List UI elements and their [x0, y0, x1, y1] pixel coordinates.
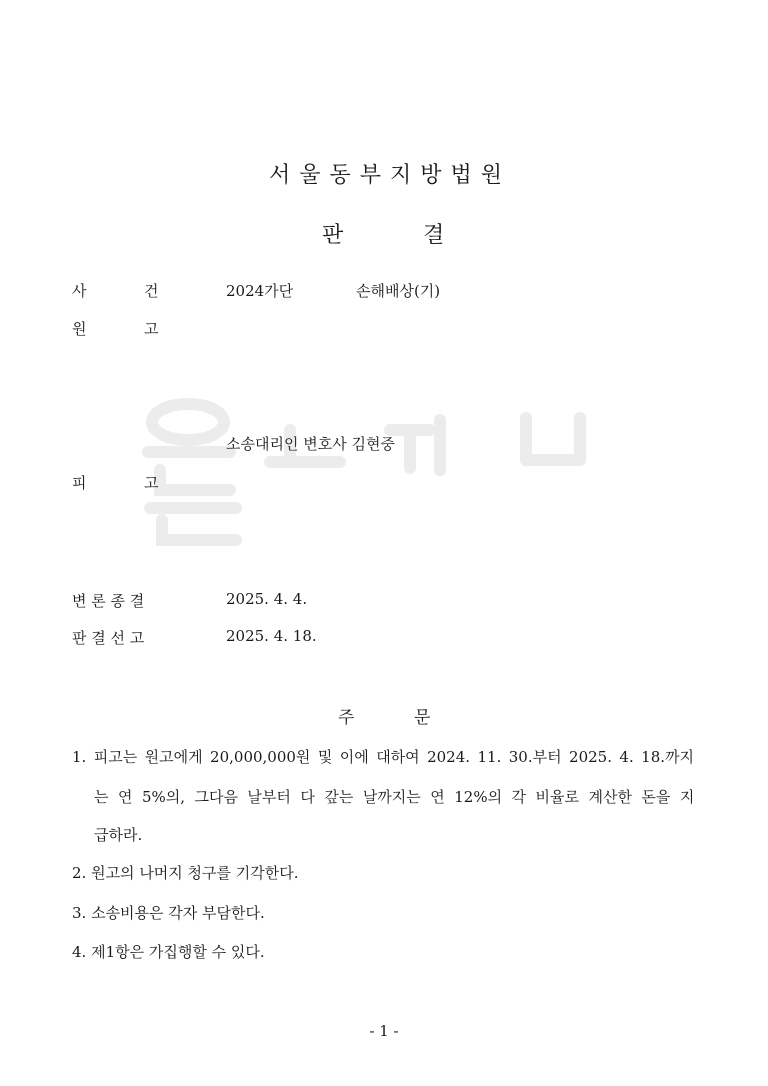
plaintiff-label-char-2: 고 — [144, 320, 159, 338]
plaintiff-label-char-1: 원 — [72, 320, 87, 338]
order-item-1-line-2: 는 연 5%의, 그다음 날부터 다 갚는 날까지는 연 12%의 각 비율로 계산한 돈을 지 — [94, 788, 695, 806]
document-type-left: 판 — [322, 223, 344, 248]
case-number: 2024가단 — [226, 282, 294, 300]
order-item-4: 4. 제1항은 가집행할 수 있다. — [72, 943, 265, 961]
plaintiff-attorney: 소송대리인 변호사 김현중 — [226, 435, 395, 453]
order-item-3: 3. 소송비용은 각자 부담한다. — [72, 904, 265, 922]
defendant-label-char-2: 고 — [144, 474, 159, 492]
verdict-date: 2025. 4. 18. — [226, 627, 317, 645]
closing-label: 변 론 종 결 — [72, 592, 145, 610]
court-name: 서울동부지방법원 — [268, 163, 512, 188]
case-name: 손해배상(기) — [356, 282, 441, 300]
defendant-label-char-1: 피 — [72, 474, 87, 492]
order-item-2: 2. 원고의 나머지 청구를 기각한다. — [72, 864, 299, 882]
case-label-char-2: 건 — [144, 282, 159, 300]
order-title-left: 주 — [338, 708, 355, 728]
page-number: - 1 - — [369, 1022, 399, 1040]
case-label-char-1: 사 — [72, 282, 87, 300]
verdict-label: 판 결 선 고 — [72, 629, 145, 647]
order-item-1-line-3: 급하라. — [94, 826, 143, 844]
order-title-right: 문 — [414, 708, 431, 728]
watermark-seal-icon — [140, 390, 600, 550]
order-item-1-line-1: 1. 피고는 원고에게 20,000,000원 및 이에 대하여 2024. 11. 30.부터 2025. 4. 18.까지 — [72, 748, 694, 766]
document-type-right: 결 — [423, 223, 445, 248]
closing-date: 2025. 4. 4. — [226, 590, 308, 608]
